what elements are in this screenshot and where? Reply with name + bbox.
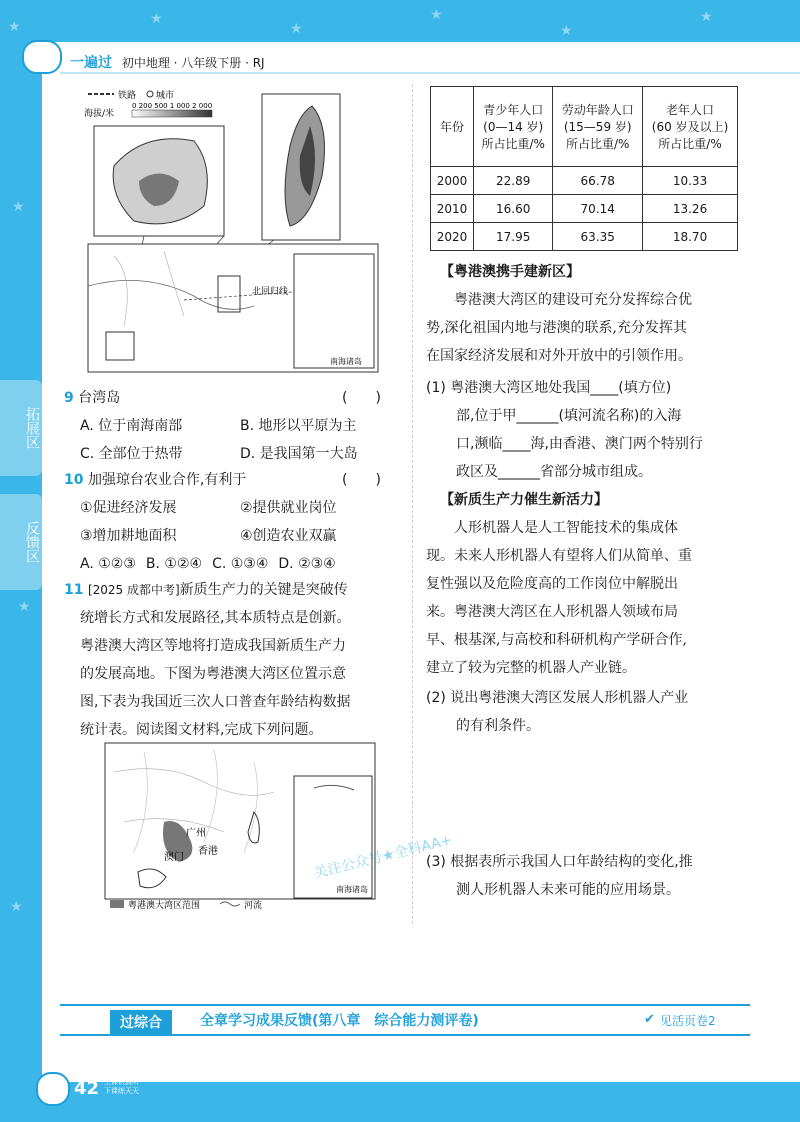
- q11-line-3: 粤港澳大湾区等地将打造成我国新质生产力: [80, 638, 346, 654]
- material1-title: 【粤港澳携手建新区】: [440, 264, 580, 280]
- inset-label-1: 南海诸岛: [330, 357, 362, 366]
- material2-line-2: 现。未来人形机器人有望将人们从简单、重: [426, 548, 692, 564]
- bottom-bar: [42, 1082, 800, 1122]
- cell-year-2020: 2020: [431, 223, 474, 251]
- q9-option-c[interactable]: C. 全部位于热带: [80, 446, 183, 462]
- q9-answer-paren[interactable]: ( ): [342, 390, 381, 406]
- q11-source: [2025 成都中考]: [87, 583, 180, 597]
- q9-option-a[interactable]: A. 位于南海南部: [80, 418, 183, 434]
- population-table: [430, 86, 738, 251]
- table-header-labor: 劳动年龄人口 (15—59 岁) 所占比重/%: [553, 87, 643, 167]
- cell-elderly-2020: 18.70: [643, 223, 738, 251]
- sub2-line-2: 的有利条件。: [456, 718, 540, 734]
- legend-scale: 0 200 500 1 000 2 000: [132, 102, 213, 110]
- q9-option-b[interactable]: B. 地形以平原为主: [240, 418, 357, 434]
- map-greater-bay-area: [104, 742, 380, 912]
- inset-label-2: 南海诸岛: [336, 885, 368, 894]
- cell-labor-2000: 66.78: [553, 167, 643, 195]
- tropic-label: 北回归线: [252, 287, 289, 297]
- legend-area: 粤港澳大湾区范围: [128, 901, 201, 911]
- cell-elderly-2010: 13.26: [643, 195, 738, 223]
- q11-line-1: 新质生产力的关键是突破传: [179, 582, 348, 598]
- material2-line-6: 建立了较为完整的机器人产业链。: [426, 660, 636, 676]
- q10-option-a[interactable]: A. ①②③: [80, 556, 136, 572]
- question-9: [64, 384, 394, 468]
- q11-line-4: 的发展高地。下图为粤港澳大湾区位置示意: [80, 666, 346, 682]
- material1-line-2: 势,深化祖国内地与港澳的联系,充分发挥其: [426, 320, 687, 336]
- side-tab-feedback[interactable]: 反馈区: [0, 494, 42, 590]
- table-header-year: 年份: [431, 87, 474, 167]
- q9-option-d[interactable]: D. 是我国第一大岛: [240, 446, 358, 462]
- q10-item-2: ②提供就业岗位: [240, 500, 337, 516]
- slogan-line-1: 上课认真听: [104, 1078, 139, 1086]
- city-macau: 澳门: [164, 852, 184, 863]
- q11-number: 11: [64, 582, 84, 598]
- material2-title: 【新质生产力催生新活力】: [440, 492, 608, 508]
- slogan: [104, 1078, 139, 1096]
- legend-area-swatch: [110, 900, 124, 908]
- footer-banner[interactable]: [60, 1004, 750, 1036]
- material2-line-3: 复性强以及危险度高的工作岗位中解脱出: [426, 576, 678, 592]
- sub2-answer-space[interactable]: [426, 740, 744, 848]
- map2-south-sea-inset: [294, 776, 372, 898]
- sub1-line-4[interactable]: 政区及______省部分城市组成。: [456, 464, 652, 480]
- check-icon: ✔: [644, 1012, 655, 1027]
- sub3-line-1: (3) 根据表所示我国人口年龄结构的变化,推: [426, 854, 693, 870]
- header-logo: [22, 40, 62, 74]
- material1-line-3: 在国家经济发展和对外开放中的引领作用。: [426, 348, 692, 364]
- sub3-line-2: 测人形机器人未来可能的应用场景。: [456, 882, 680, 898]
- footer-title: 全章学习成果反馈(第八章 综合能力测评卷): [200, 1013, 479, 1029]
- q9-stem: 台湾岛: [78, 390, 121, 406]
- material2-line-4: 来。粤港澳大湾区在人形机器人领域布局: [426, 604, 678, 620]
- table-header-youth: 青少年人口 (0—14 岁) 所占比重/%: [474, 87, 553, 167]
- legend-river: 河流: [244, 901, 263, 911]
- right-column: [426, 258, 744, 904]
- material2-line-5: 早、根基深,与高校和科研机构产学研合作,: [426, 632, 687, 648]
- q10-answer-paren[interactable]: ( ): [342, 472, 381, 488]
- page-number: 42: [74, 1078, 100, 1099]
- sub2-line-1: (2) 说出粤港澳大湾区发展人形机器人产业: [426, 690, 689, 706]
- map-hainan-taiwan: [84, 86, 384, 376]
- q10-item-4: ④创造农业双赢: [240, 528, 337, 544]
- q10-option-d[interactable]: D. ②③④: [278, 556, 336, 572]
- column-divider: [412, 84, 413, 924]
- map1-legend: [84, 89, 212, 119]
- table-row: [431, 223, 738, 251]
- cell-year-2010: 2010: [431, 195, 474, 223]
- city-guangzhou: 广州: [186, 828, 206, 839]
- south-sea-inset: [294, 254, 374, 368]
- material2-line-1: 人形机器人是人工智能技术的集成体: [454, 520, 678, 536]
- table-header-elderly: 老年人口 (60 岁及以上) 所占比重/%: [643, 87, 738, 167]
- cell-labor-2020: 63.35: [553, 223, 643, 251]
- table-row: [431, 167, 738, 195]
- legend-river-icon: [220, 902, 240, 906]
- q10-item-1: ①促进经济发展: [80, 500, 177, 516]
- slogan-line-2: 下课练天天: [104, 1087, 139, 1095]
- cell-youth-2010: 16.60: [474, 195, 553, 223]
- city-hongkong: 香港: [198, 846, 218, 857]
- header-divider: [60, 72, 800, 74]
- q10-number: 10: [64, 472, 84, 488]
- cell-year-2000: 2000: [431, 167, 474, 195]
- footer-tag: 过综合: [110, 1010, 172, 1034]
- legend-city: 城市: [156, 91, 175, 101]
- q10-option-c[interactable]: C. ①③④: [212, 556, 269, 572]
- cell-labor-2010: 70.14: [553, 195, 643, 223]
- question-11: [64, 576, 404, 744]
- sub1-line-3[interactable]: 口,濒临____海,由香港、澳门两个特别行: [456, 436, 703, 452]
- legend-altitude: 海拔/米: [84, 109, 115, 119]
- q10-option-b[interactable]: B. ①②④: [145, 556, 203, 572]
- question-10: [64, 466, 394, 578]
- q11-line-5: 图,下表为我国近三次人口普查年龄结构数据: [80, 694, 351, 710]
- cell-youth-2000: 22.89: [474, 167, 553, 195]
- subject-title: 初中地理 · 八年级下册 · RJ: [121, 56, 265, 70]
- table-row: [431, 195, 738, 223]
- sub1-line-2[interactable]: 部,位于甲______(填河流名称)的入海: [456, 408, 682, 424]
- q9-number: 9: [64, 390, 74, 406]
- cell-youth-2020: 17.95: [474, 223, 553, 251]
- q10-item-3: ③增加耕地面积: [80, 528, 177, 544]
- cell-elderly-2000: 10.33: [643, 167, 738, 195]
- mascot-icon: [36, 1072, 70, 1106]
- footer-link[interactable]: 见活页卷2: [660, 1014, 716, 1028]
- q11-line-2: 统增长方式和发展路径,其本质特点是创新。: [80, 610, 351, 626]
- material1-line-1: 粤港澳大湾区的建设可充分发挥综合优: [454, 292, 692, 308]
- q10-stem: 加强琼台农业合作,有利于: [87, 472, 247, 488]
- sub1-line-1[interactable]: (1) 粤港澳大湾区地处我国____(填方位): [426, 380, 672, 396]
- side-tab-extend[interactable]: 拓展区: [0, 380, 42, 476]
- header: [70, 52, 265, 72]
- q11-line-6: 统计表。阅读图文材料,完成下列问题。: [80, 722, 323, 738]
- brand-name: 一遍过: [70, 55, 112, 71]
- legend-rail: 铁路: [118, 91, 137, 101]
- watermark: 关注公众号★全科AA+: [312, 832, 454, 882]
